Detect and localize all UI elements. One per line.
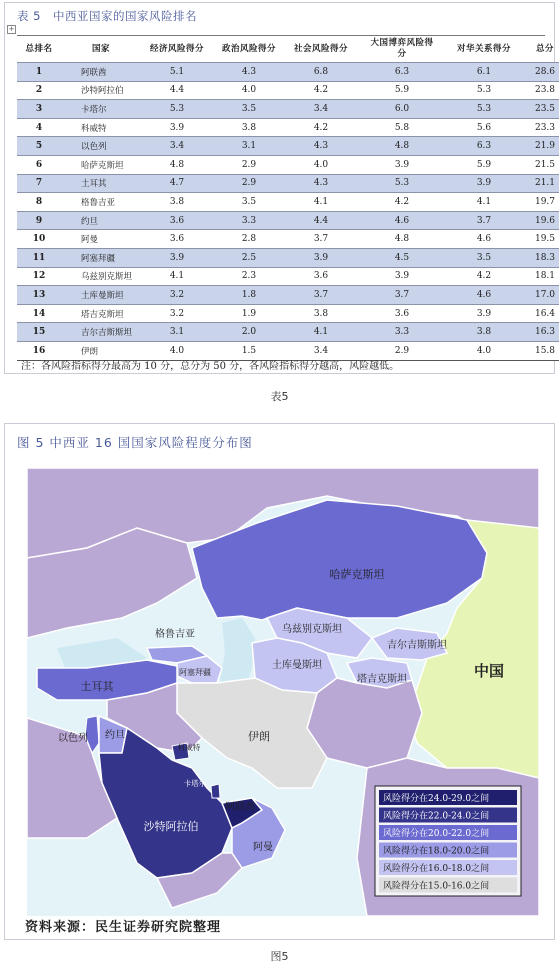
label-kuwait: 科威特 [177,743,201,752]
score-cell: 3.6 [141,211,213,230]
country-cell: 沙特阿拉伯 [61,81,141,100]
country-cell: 土库曼斯坦 [61,286,141,305]
risk-map [27,468,539,916]
score-cell: 3.6 [285,267,357,286]
score-cell: 4.6 [447,230,521,249]
table-row [17,248,559,267]
map-title: 图 5 中西亚 16 国国家风险程度分布图 [17,435,253,450]
legend-label: 风险得分在16.0-18.0之间 [383,864,490,874]
table-row [17,137,559,156]
rank-cell: 10 [17,230,61,249]
country-cell: 约旦 [61,211,141,230]
score-cell: 3.8 [447,323,521,342]
total-cell: 15.8 [521,341,559,360]
score-cell: 5.6 [447,118,521,137]
table-row [17,286,559,305]
total-cell: 23.3 [521,118,559,137]
table-row [17,304,559,323]
country-cell: 塔吉克斯坦 [61,304,141,323]
label-turkey: 土耳其 [80,680,114,693]
label-saudi-arabia: 沙特阿拉伯 [143,820,199,833]
total-cell: 19.7 [521,193,559,212]
table-row [17,323,559,342]
score-cell: 3.9 [357,267,447,286]
risk-table-panel [4,2,555,374]
score-cell: 6.1 [447,63,521,82]
table-anchor-icon[interactable]: + [8,25,15,33]
score-cell: 2.3 [213,267,285,286]
score-cell: 3.7 [447,211,521,230]
rank-cell: 16 [17,341,61,360]
legend-label: 风险得分在20.0-22.0之间 [383,829,490,839]
score-cell: 4.2 [285,81,357,100]
rank-cell: 3 [17,100,61,119]
header-economic: 经济风险得分 [149,43,204,54]
country-cell: 乌兹别克斯坦 [61,267,141,286]
header-rank: 总排名 [25,43,53,54]
table-row [17,211,559,230]
score-cell: 3.4 [285,341,357,360]
rank-cell: 15 [17,323,61,342]
rank-cell: 8 [17,193,61,212]
score-cell: 4.8 [357,137,447,156]
country-cell: 格鲁吉亚 [61,193,141,212]
score-cell: 3.5 [447,248,521,267]
table-row [17,81,559,100]
score-cell: 3.5 [213,100,285,119]
table-row [17,118,559,137]
legend-label: 风险得分在15.0-16.0之间 [383,881,490,892]
score-cell: 3.9 [141,248,213,267]
score-cell: 3.9 [285,248,357,267]
map-caption: 图5 [270,950,289,963]
header-country: 国家 [91,43,110,54]
score-cell: 3.7 [357,286,447,305]
label-tajikistan: 塔吉克斯坦 [357,674,407,685]
score-cell: 2.9 [357,341,447,360]
rank-cell: 1 [17,63,61,82]
label-kyrgyzstan: 吉尔吉斯斯坦 [387,640,447,651]
total-cell: 28.6 [521,63,559,82]
score-cell: 3.9 [447,174,521,193]
rank-cell: 11 [17,248,61,267]
score-cell: 2.9 [213,155,285,174]
total-cell: 21.9 [521,137,559,156]
rank-cell: 5 [17,137,61,156]
country-cell: 土耳其 [61,174,141,193]
score-cell: 3.3 [213,211,285,230]
label-iran: 伊朗 [248,730,270,743]
total-cell: 19.5 [521,230,559,249]
total-cell: 18.3 [521,248,559,267]
legend-label: 风险得分在24.0-29.0之间 [383,794,490,804]
score-cell: 4.2 [285,118,357,137]
score-cell: 3.9 [447,304,521,323]
score-cell: 1.5 [213,341,285,360]
total-cell: 19.6 [521,211,559,230]
score-cell: 3.4 [141,137,213,156]
score-cell: 6.3 [357,63,447,82]
score-cell: 4.8 [357,230,447,249]
total-cell: 21.1 [521,174,559,193]
score-cell: 3.3 [357,323,447,342]
country-cell: 科威特 [61,118,141,137]
table-note: 注：各风险指标得分最高为 10 分，总分为 50 分，各风险指标得分越高，风险越低。 [21,361,400,372]
score-cell: 4.6 [357,211,447,230]
qatar-shape [211,784,220,798]
score-cell: 3.7 [285,230,357,249]
score-cell: 4.1 [285,193,357,212]
label-uzbekistan: 乌兹别克斯坦 [282,624,342,635]
score-cell: 5.8 [357,118,447,137]
score-cell: 3.8 [213,118,285,137]
label-azerbaijan: 阿塞拜疆 [179,668,211,677]
total-cell: 23.8 [521,81,559,100]
country-cell: 卡塔尔 [61,100,141,119]
score-cell: 6.0 [357,100,447,119]
score-cell: 3.9 [357,155,447,174]
score-cell: 3.7 [285,286,357,305]
total-cell: 16.3 [521,323,559,342]
table-row [17,63,559,82]
country-cell: 阿联酋 [61,63,141,82]
label-oman: 阿曼 [253,842,273,853]
score-cell: 3.9 [141,118,213,137]
score-cell: 5.1 [141,63,213,82]
score-cell: 3.5 [213,193,285,212]
score-cell: 6.8 [285,63,357,82]
map-legend [375,786,521,896]
score-cell: 5.3 [447,100,521,119]
score-cell: 2.0 [213,323,285,342]
table-row [17,155,559,174]
table-row [17,100,559,119]
rank-cell: 14 [17,304,61,323]
score-cell: 3.1 [141,323,213,342]
score-cell: 5.9 [357,81,447,100]
label-kazakhstan: 哈萨克斯坦 [329,568,385,581]
country-cell: 伊朗 [61,341,141,360]
score-cell: 5.3 [357,174,447,193]
total-cell: 18.1 [521,267,559,286]
score-cell: 4.0 [213,81,285,100]
score-cell: 4.3 [285,137,357,156]
score-cell: 1.8 [213,286,285,305]
score-cell: 4.6 [447,286,521,305]
score-cell: 3.2 [141,286,213,305]
score-cell: 3.2 [141,304,213,323]
score-cell: 3.6 [141,230,213,249]
score-cell: 4.4 [141,81,213,100]
score-cell: 6.3 [447,137,521,156]
table-row [17,174,559,193]
score-cell: 2.8 [213,230,285,249]
score-cell: 4.2 [447,267,521,286]
country-cell: 吉尔吉斯斯坦 [61,323,141,342]
header-political: 政治风险得分 [221,43,276,54]
risk-map-panel [4,423,555,940]
total-cell: 23.5 [521,100,559,119]
rank-cell: 6 [17,155,61,174]
header-social: 社会风险得分 [293,43,348,54]
score-cell: 3.1 [213,137,285,156]
risk-ranking-table [17,36,559,361]
country-cell: 阿塞拜疆 [61,248,141,267]
score-cell: 4.3 [285,174,357,193]
score-cell: 4.5 [357,248,447,267]
label-georgia: 格鲁吉亚 [155,629,195,640]
header-total: 总分 [535,43,554,54]
table-title: 表 5 中西亚国家的国家风险排名 [17,9,197,23]
total-cell: 21.5 [521,155,559,174]
table-row [17,193,559,212]
table-caption: 表5 [270,390,289,403]
table-row [17,267,559,286]
rank-cell: 12 [17,267,61,286]
rank-cell: 7 [17,174,61,193]
table-row [17,230,559,249]
score-cell: 4.2 [357,193,447,212]
label-uae: 阿联酋 [225,802,255,813]
score-cell: 4.4 [285,211,357,230]
score-cell: 1.9 [213,304,285,323]
header-china-relations: 对华关系得分 [456,43,511,54]
rank-cell: 13 [17,286,61,305]
total-cell: 17.0 [521,286,559,305]
score-cell: 4.7 [141,174,213,193]
country-cell: 哈萨克斯坦 [61,155,141,174]
score-cell: 4.3 [213,63,285,82]
source-note: 资料来源：民生证券研究院整理 [25,920,222,935]
header-great-power: 大国博弈风险得分 [370,38,434,59]
score-cell: 3.8 [285,304,357,323]
score-cell: 3.6 [357,304,447,323]
score-cell: 5.9 [447,155,521,174]
score-cell: 5.3 [447,81,521,100]
score-cell: 3.8 [141,193,213,212]
label-israel: 以色列 [58,733,88,744]
label-turkmenistan: 土库曼斯坦 [272,660,322,671]
legend-label: 风险得分在18.0-20.0之间 [383,846,490,857]
country-cell: 阿曼 [61,230,141,249]
score-cell: 4.1 [141,267,213,286]
label-jordan: 约旦 [105,730,125,741]
rank-cell: 4 [17,118,61,137]
score-cell: 2.9 [213,174,285,193]
score-cell: 4.0 [285,155,357,174]
score-cell: 4.1 [285,323,357,342]
total-cell: 16.4 [521,304,559,323]
label-qatar: 卡塔尔 [183,779,207,788]
score-cell: 3.4 [285,100,357,119]
country-cell: 以色列 [61,137,141,156]
label-china: 中国 [473,662,505,680]
score-cell: 4.1 [447,193,521,212]
rank-cell: 2 [17,81,61,100]
score-cell: 4.0 [447,341,521,360]
score-cell: 4.8 [141,155,213,174]
score-cell: 4.0 [141,341,213,360]
legend-label: 风险得分在22.0-24.0之间 [383,811,490,822]
score-cell: 2.5 [213,248,285,267]
table-header-row [17,36,559,63]
score-cell: 5.3 [141,100,213,119]
rank-cell: 9 [17,211,61,230]
